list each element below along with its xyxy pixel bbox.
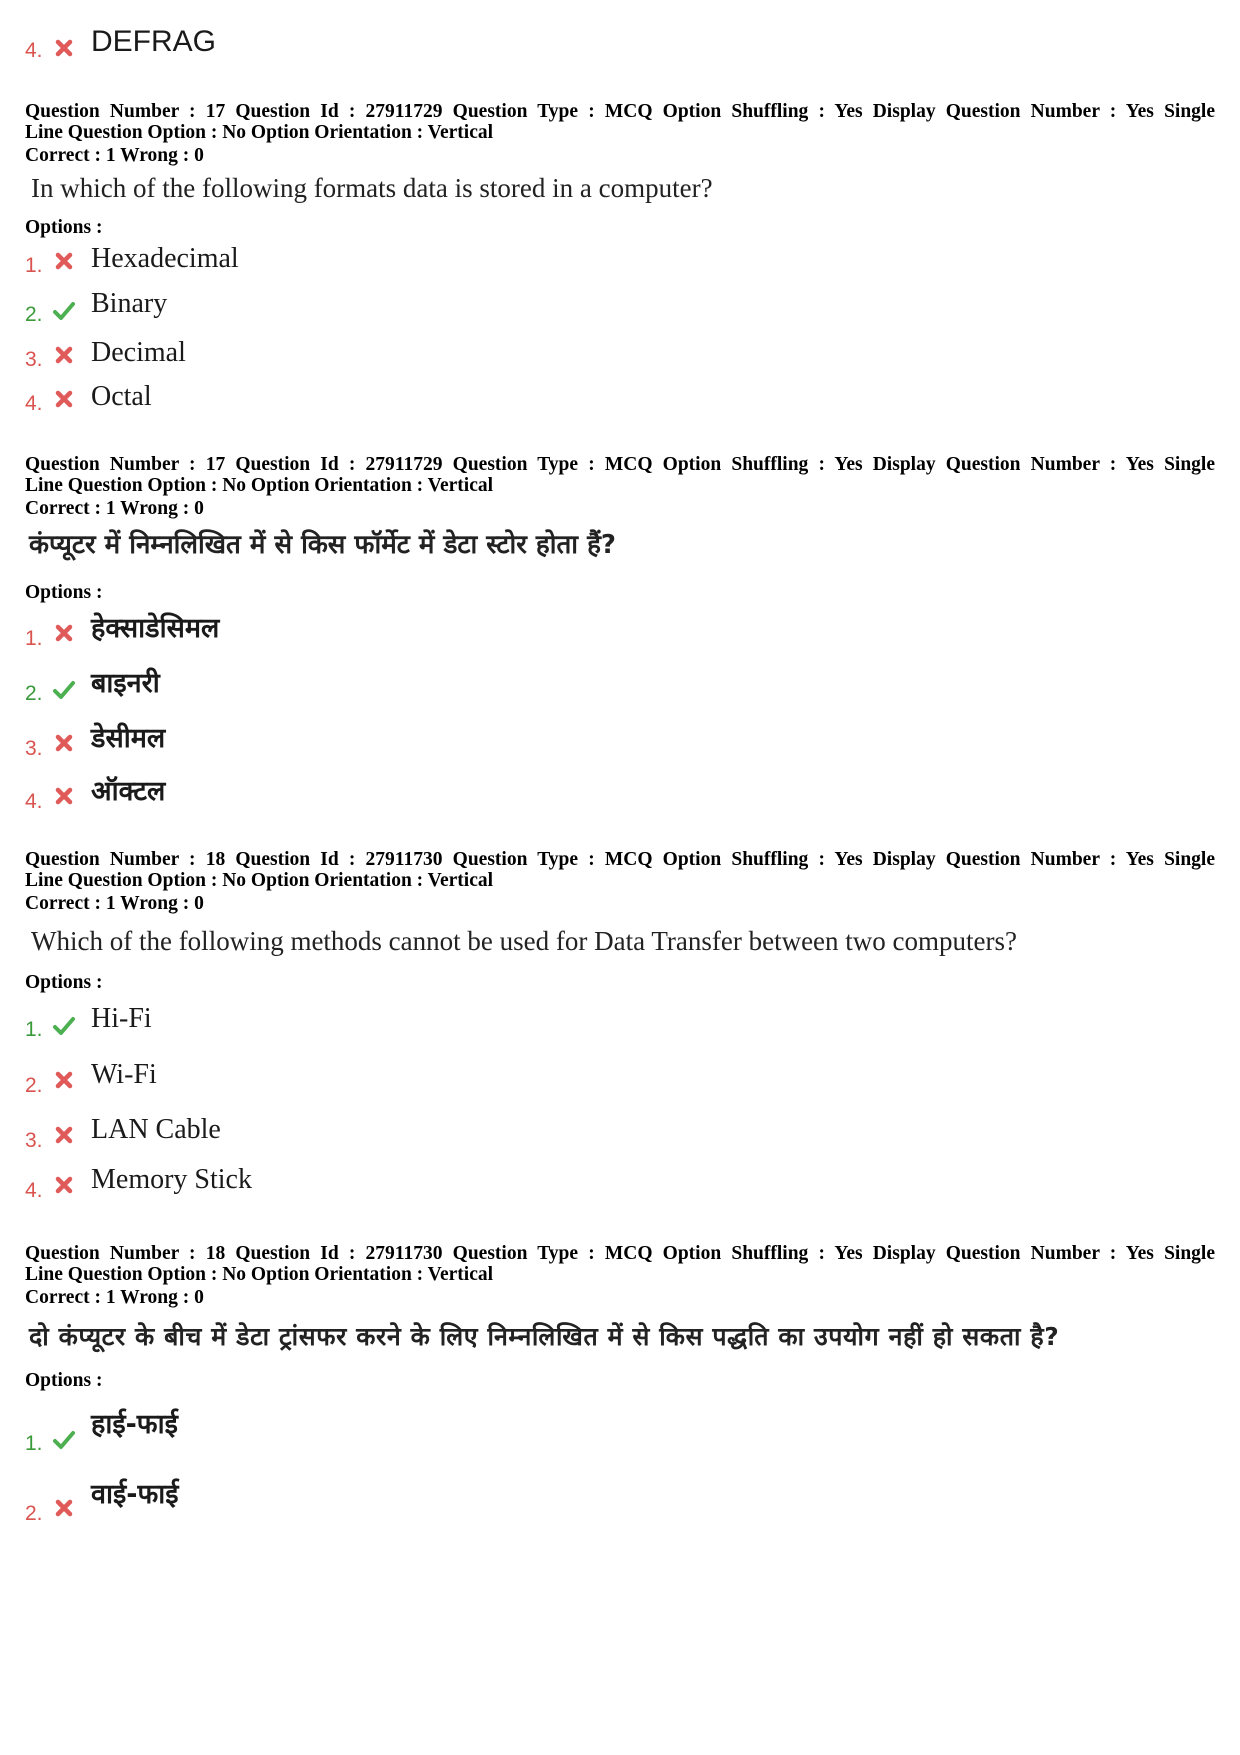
- option-number: 3.: [25, 1129, 43, 1152]
- option-row: [25, 25, 1125, 79]
- option-number: 1.: [25, 1432, 43, 1455]
- check-icon: [52, 1014, 76, 1038]
- option-row: [25, 242, 1125, 292]
- option-number: 1.: [25, 627, 43, 650]
- option-row: [25, 287, 1125, 337]
- option-number: 2.: [25, 303, 43, 326]
- option-text: Octal: [91, 381, 152, 412]
- option-row: [25, 380, 1125, 430]
- question-meta: Question Number : 18 Question Id : 27911730 Question Type : MCQ Option Shuffling : Yes Display Question Number : Yes Single Line Question Option : No Option Orientation : Vertical: [25, 849, 1215, 891]
- options-label: Options :: [25, 582, 103, 603]
- option-text: Hi-Fi: [91, 1003, 152, 1034]
- options-label: Options :: [25, 972, 103, 993]
- question-text: कंप्यूटर में निम्नलिखित में से किस फॉर्मेट में डेटा स्टोर होता हैं?: [29, 530, 616, 560]
- cross-icon: [52, 36, 76, 60]
- options-label: Options :: [25, 217, 103, 238]
- option-text: LAN Cable: [91, 1114, 221, 1145]
- question-meta: Question Number : 18 Question Id : 27911730 Question Type : MCQ Option Shuffling : Yes Display Question Number : Yes Single Line Question Option : No Option Orientation : Vertical: [25, 1243, 1215, 1285]
- score-line: Correct : 1 Wrong : 0: [25, 498, 204, 519]
- cross-icon: [52, 1496, 76, 1520]
- score-line: Correct : 1 Wrong : 0: [25, 1287, 204, 1308]
- option-row: [25, 667, 1125, 717]
- option-row: [25, 612, 1125, 662]
- cross-icon: [52, 621, 76, 645]
- option-row: [25, 1478, 1125, 1528]
- option-text: DEFRAG: [91, 25, 217, 58]
- option-text: बाइनरी: [91, 668, 160, 699]
- question-text: In which of the following formats data is stored in a computer?: [31, 173, 713, 203]
- option-number: 1.: [25, 254, 43, 277]
- option-row: [25, 1113, 1125, 1163]
- option-number: 2.: [25, 1074, 43, 1097]
- option-text: हेक्साडेसिमल: [91, 613, 220, 644]
- cross-icon: [52, 784, 76, 808]
- option-text: Wi-Fi: [91, 1059, 157, 1090]
- cross-icon: [52, 1068, 76, 1092]
- question-text: Which of the following methods cannot be used for Data Transfer between two computers?: [31, 926, 1017, 956]
- cross-icon: [52, 731, 76, 755]
- option-text: हाई-फाई: [91, 1409, 178, 1440]
- option-row: [25, 1058, 1125, 1108]
- option-row: [25, 775, 1125, 825]
- cross-icon: [52, 343, 76, 367]
- cross-icon: [52, 249, 76, 273]
- option-text: Memory Stick: [91, 1164, 252, 1195]
- option-number: 1.: [25, 1018, 43, 1041]
- check-icon: [52, 1428, 76, 1452]
- option-row: [25, 336, 1125, 386]
- option-row: [25, 722, 1125, 772]
- option-text: वाई-फाई: [91, 1479, 179, 1510]
- check-icon: [52, 678, 76, 702]
- check-icon: [52, 299, 76, 323]
- question-text: दो कंप्यूटर के बीच में डेटा ट्रांसफर करने के लिए निम्नलिखित में से किस पद्धति का उपयोग नहीं हो सकता है?: [29, 1322, 1060, 1351]
- option-text: Binary: [91, 288, 168, 319]
- option-text: ऑक्टल: [91, 776, 166, 807]
- question-meta: Question Number : 17 Question Id : 27911729 Question Type : MCQ Option Shuffling : Yes Display Question Number : Yes Single Line Question Option : No Option Orientation : Vertical: [25, 454, 1215, 496]
- option-number: 4.: [25, 392, 43, 415]
- option-text: डेसीमल: [91, 723, 166, 754]
- option-number: 3.: [25, 348, 43, 371]
- option-row: [25, 1408, 1125, 1458]
- option-number: 2.: [25, 682, 43, 705]
- option-text: Hexadecimal: [91, 243, 239, 274]
- question-meta: Question Number : 17 Question Id : 27911729 Question Type : MCQ Option Shuffling : Yes Display Question Number : Yes Single Line Question Option : No Option Orientation : Vertical: [25, 101, 1215, 143]
- option-row: [25, 1002, 1125, 1052]
- option-text: Decimal: [91, 337, 186, 368]
- option-number: 4.: [25, 790, 43, 813]
- cross-icon: [52, 387, 76, 411]
- option-number: 2.: [25, 1502, 43, 1525]
- option-row: [25, 1163, 1125, 1213]
- option-number: 4.: [25, 39, 43, 62]
- option-number: 3.: [25, 737, 43, 760]
- options-label: Options :: [25, 1370, 103, 1391]
- cross-icon: [52, 1173, 76, 1197]
- option-number: 4.: [25, 1179, 43, 1202]
- score-line: Correct : 1 Wrong : 0: [25, 893, 204, 914]
- cross-icon: [52, 1123, 76, 1147]
- score-line: Correct : 1 Wrong : 0: [25, 145, 204, 166]
